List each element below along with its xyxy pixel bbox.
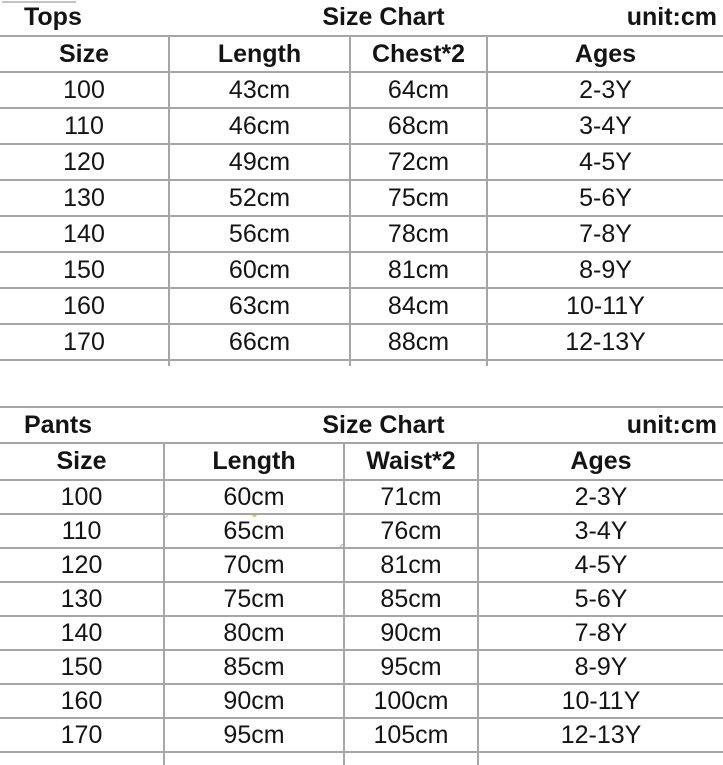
cell-chest2-120[interactable]: 72cm (349, 145, 486, 179)
cell-size-100[interactable]: 100 (60, 482, 103, 511)
tops-rows (0, 73, 723, 361)
cell-length-160[interactable]: 90cm (163, 685, 343, 717)
cell-size-160[interactable]: 160 (60, 686, 103, 715)
table-row (0, 651, 723, 685)
table-row (0, 549, 723, 583)
table-row (0, 145, 723, 181)
cell-length-100[interactable]: 60cm (163, 481, 343, 513)
table-row (0, 719, 723, 753)
table-row (0, 617, 723, 651)
column-header-ages[interactable]: Ages (486, 37, 723, 71)
tops-title-row (0, 0, 723, 37)
cell-ages-120[interactable]: 4-5Y (477, 549, 723, 581)
cell-ages-140[interactable]: 7-8Y (477, 617, 723, 649)
cell-size-120[interactable]: 120 (60, 550, 103, 579)
table-row (0, 685, 723, 719)
cell-ages-100[interactable]: 2-3Y (486, 73, 723, 107)
tops-size-chart-label[interactable]: Size Chart (322, 3, 445, 31)
table-row (0, 325, 723, 361)
column-header-length[interactable]: Length (168, 37, 349, 71)
cell-ages-140[interactable]: 7-8Y (486, 217, 723, 251)
cell-length-140[interactable]: 80cm (163, 617, 343, 649)
column-header-size[interactable]: Size (58, 39, 110, 68)
cell-chest2-170[interactable]: 88cm (349, 325, 486, 359)
cell-waist2-110[interactable]: 76cm (343, 515, 477, 547)
column-header-length[interactable]: Length (163, 444, 343, 479)
cell-length-160[interactable]: 63cm (168, 289, 349, 323)
pants-rows (0, 481, 723, 753)
cell-ages-130[interactable]: 5-6Y (486, 181, 723, 215)
pants-unit-label[interactable]: unit:cm (626, 410, 717, 439)
cell-ages-150[interactable]: 8-9Y (486, 253, 723, 287)
table-row (0, 181, 723, 217)
cell-waist2-140[interactable]: 90cm (343, 617, 477, 649)
cell-length-150[interactable]: 60cm (168, 253, 349, 287)
cell-waist2-160[interactable]: 100cm (343, 685, 477, 717)
table-row (0, 73, 723, 109)
cell-length-100[interactable]: 43cm (168, 73, 349, 107)
table-row (0, 253, 723, 289)
cell-size-170[interactable]: 170 (63, 327, 105, 356)
cell-ages-100[interactable]: 2-3Y (477, 481, 723, 513)
table-row (0, 515, 723, 549)
tops-header-row (0, 37, 723, 73)
tops-size-chart-table (0, 0, 723, 366)
cell-size-130[interactable]: 130 (63, 183, 105, 212)
cell-length-120[interactable]: 70cm (163, 549, 343, 581)
table-row (0, 583, 723, 617)
cell-ages-160[interactable]: 10-11Y (477, 685, 723, 717)
cell-size-100[interactable]: 100 (63, 75, 105, 104)
table-row (0, 481, 723, 515)
cell-length-130[interactable]: 52cm (168, 181, 349, 215)
table-row (0, 109, 723, 145)
cell-chest2-150[interactable]: 81cm (349, 253, 486, 287)
cell-size-120[interactable]: 120 (63, 147, 105, 176)
cell-waist2-120[interactable]: 81cm (343, 549, 477, 581)
cell-length-120[interactable]: 49cm (168, 145, 349, 179)
cell-ages-120[interactable]: 4-5Y (486, 145, 723, 179)
cell-size-170[interactable]: 170 (60, 720, 103, 749)
cell-size-150[interactable]: 150 (60, 652, 103, 681)
table-row (0, 217, 723, 253)
cell-length-140[interactable]: 56cm (168, 217, 349, 251)
column-header-waist2[interactable]: Waist*2 (343, 444, 477, 479)
selection-resize-dot[interactable] (252, 515, 257, 517)
cell-ages-110[interactable]: 3-4Y (486, 109, 723, 143)
cell-ages-110[interactable]: 3-4Y (477, 515, 723, 547)
cell-length-170[interactable]: 95cm (163, 719, 343, 751)
selection-handle-bottom-right[interactable] (340, 544, 343, 547)
selected-cell-outline (163, 515, 343, 547)
cell-ages-170[interactable]: 12-13Y (486, 325, 723, 359)
cell-waist2-150[interactable]: 95cm (343, 651, 477, 683)
pants-size-chart-table (0, 406, 723, 765)
cell-size-140[interactable]: 140 (63, 219, 105, 248)
cell-chest2-160[interactable]: 84cm (349, 289, 486, 323)
cell-ages-160[interactable]: 10-11Y (486, 289, 723, 323)
cell-waist2-170[interactable]: 105cm (343, 719, 477, 751)
cell-length-130[interactable]: 75cm (163, 583, 343, 615)
cell-size-150[interactable]: 150 (63, 255, 105, 284)
cell-ages-150[interactable]: 8-9Y (477, 651, 723, 683)
cell-length-110[interactable]: 65cm (163, 515, 343, 547)
column-header-ages[interactable]: Ages (477, 444, 723, 479)
cell-chest2-110[interactable]: 68cm (349, 109, 486, 143)
grid-stub (0, 753, 723, 765)
pants-size-chart-label[interactable]: Size Chart (322, 410, 445, 439)
cell-ages-170[interactable]: 12-13Y (477, 719, 723, 751)
pants-title[interactable]: Pants (24, 410, 93, 439)
cell-size-160[interactable]: 160 (63, 291, 105, 320)
cell-size-110[interactable]: 110 (64, 111, 104, 140)
column-header-size[interactable]: Size (56, 447, 107, 475)
tops-title[interactable]: Tops (24, 3, 82, 31)
cell-size-130[interactable]: 130 (60, 584, 103, 613)
cell-length-110[interactable]: 46cm (168, 109, 349, 143)
cell-ages-130[interactable]: 5-6Y (477, 583, 723, 615)
selection-handle-top-left[interactable] (163, 515, 168, 518)
cell-length-170[interactable]: 66cm (168, 325, 349, 359)
cell-size-110[interactable]: 110 (61, 516, 102, 545)
cell-chest2-130[interactable]: 75cm (349, 181, 486, 215)
pants-title-row (0, 406, 723, 444)
cell-waist2-130[interactable]: 85cm (343, 583, 477, 615)
tops-unit-label[interactable]: unit:cm (626, 3, 717, 31)
cell-waist2-100[interactable]: 71cm (343, 481, 477, 513)
cell-size-140[interactable]: 140 (60, 618, 103, 647)
cell-chest2-140[interactable]: 78cm (349, 217, 486, 251)
pants-header-row (0, 444, 723, 481)
cell-length-150[interactable]: 85cm (163, 651, 343, 683)
table-row (0, 289, 723, 325)
column-header-chest2[interactable]: Chest*2 (349, 37, 486, 71)
grid-stub (0, 361, 723, 366)
cell-chest2-100[interactable]: 64cm (349, 73, 486, 107)
